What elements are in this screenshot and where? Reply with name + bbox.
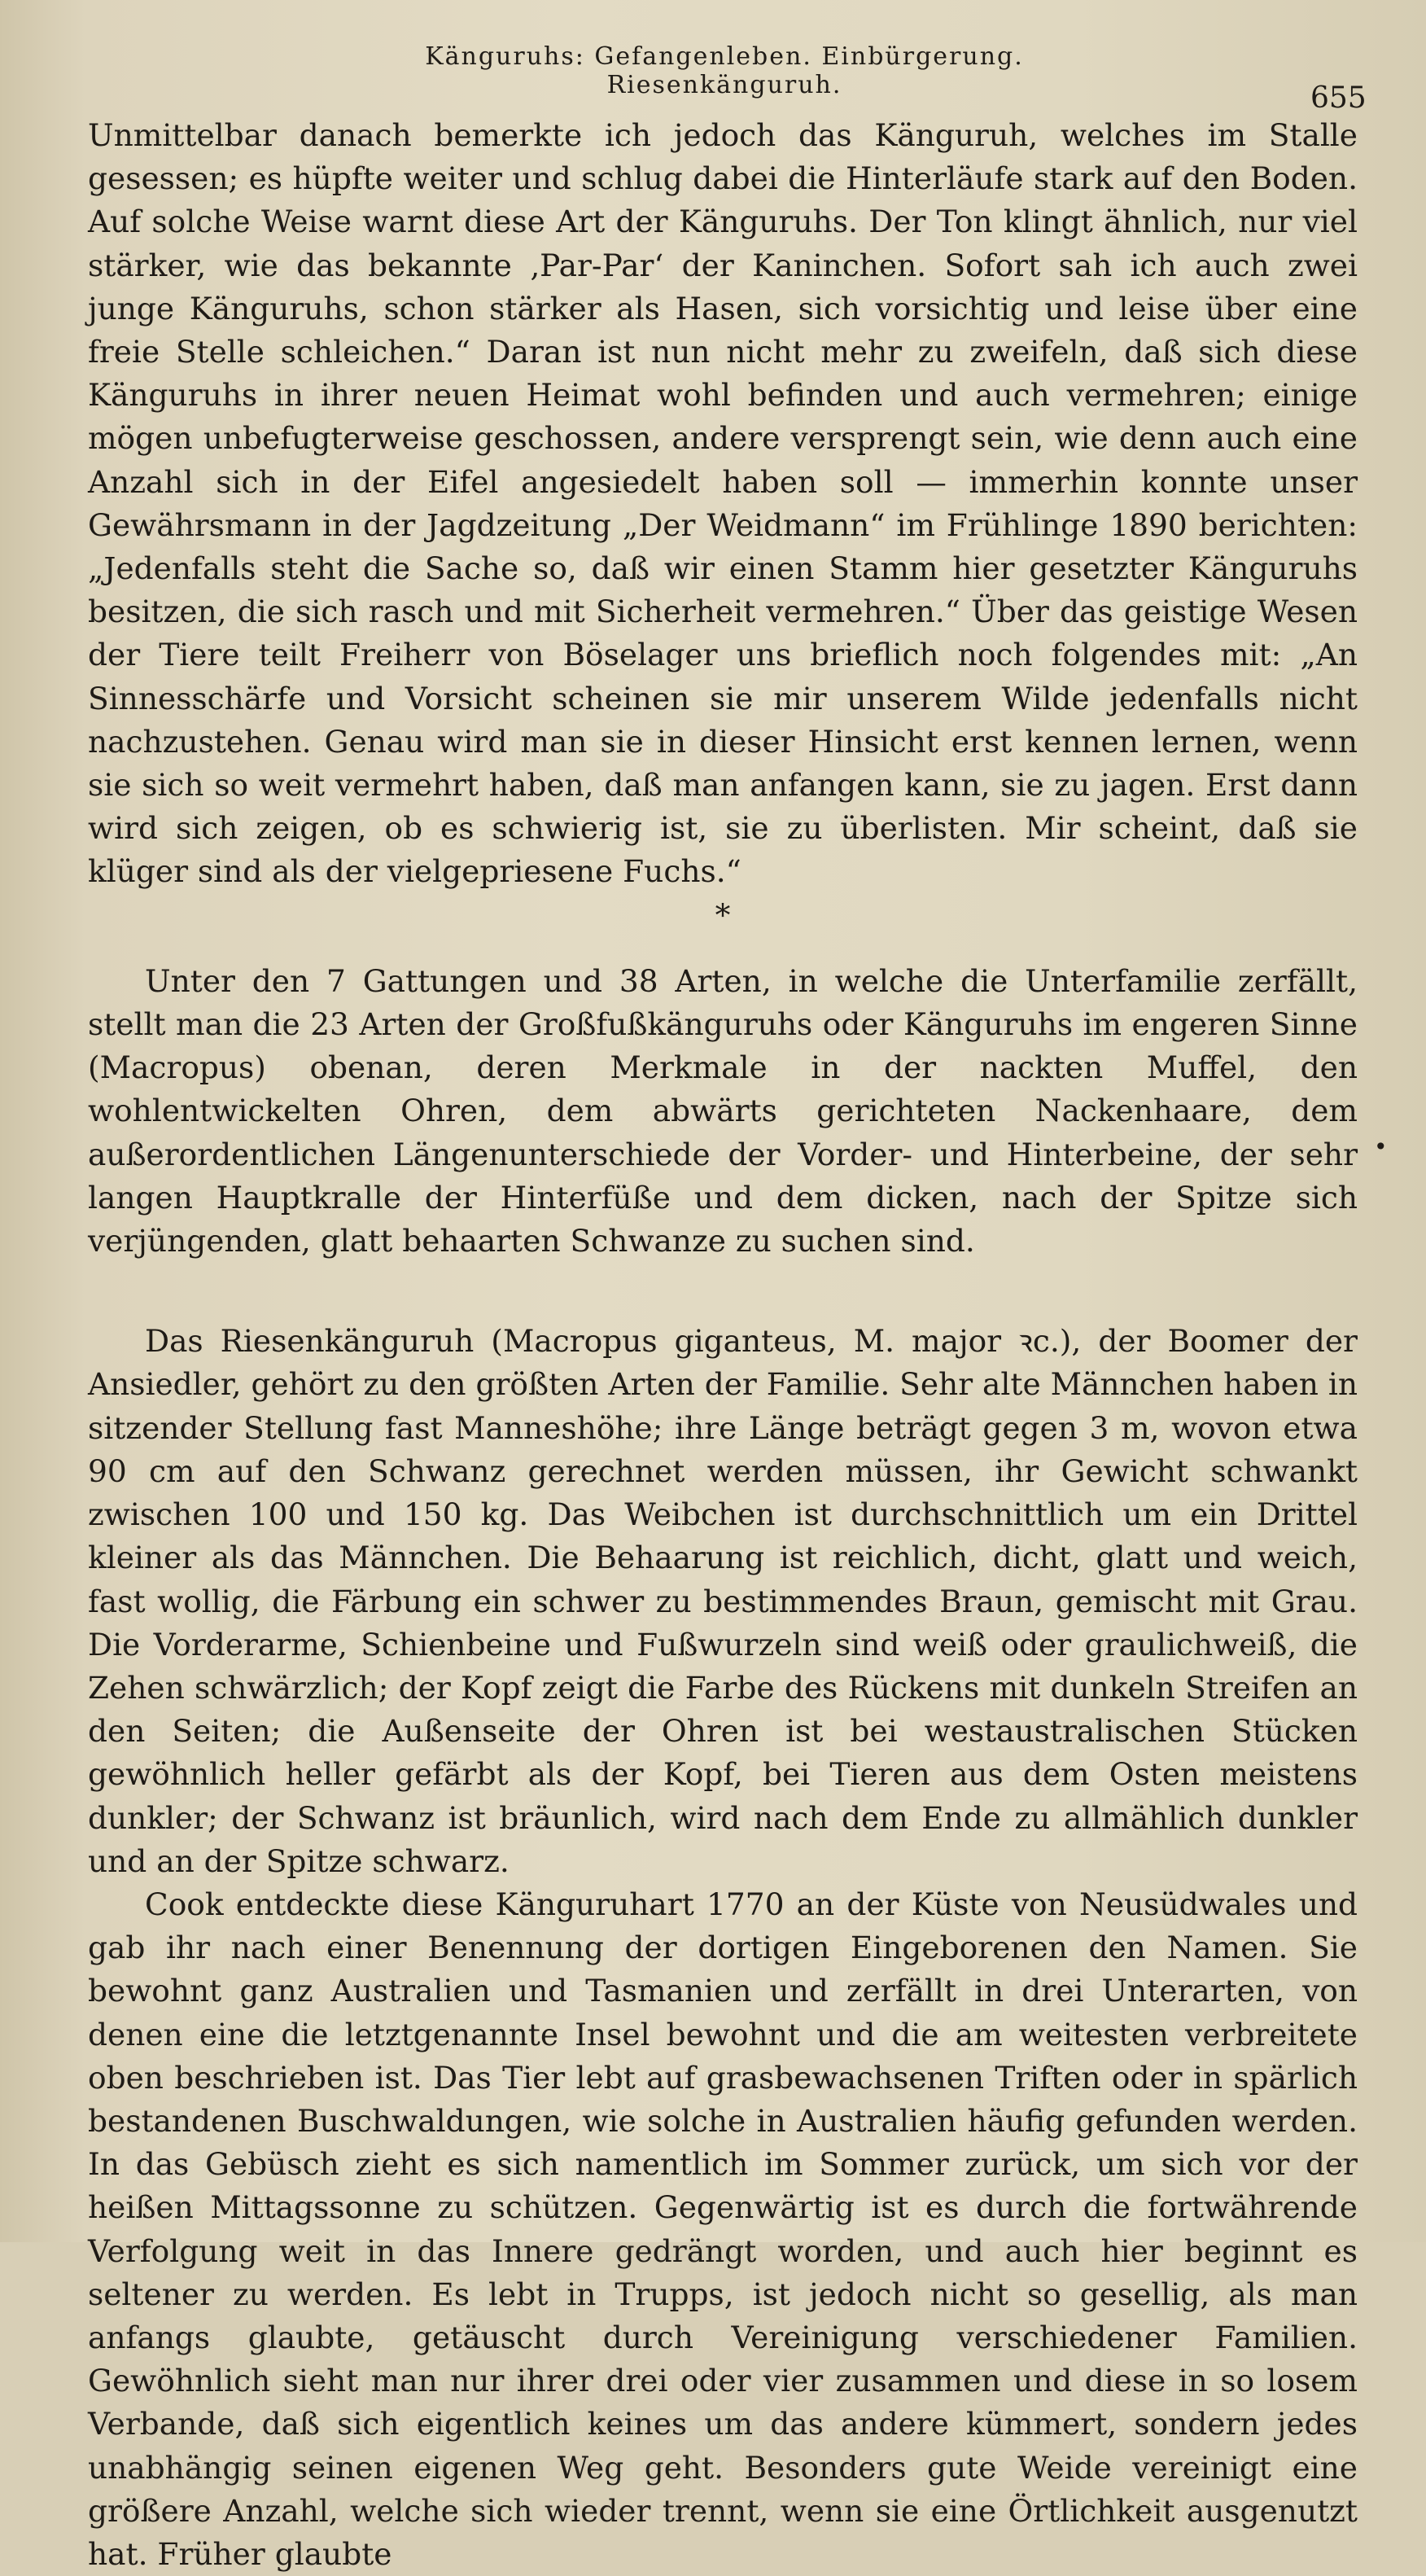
running-header: Känguruhs: Gefangenleben. Einbürgerung. Riesenkänguruh. <box>425 42 1024 99</box>
paragraph-1: Unmittelbar danach bemerkte ich jedoch das Känguruh, welches im Stalle gesessen; es hüpfte weiter und schlug dabei die Hinterläufe stark auf den Boden. Auf solche Weise warnt diese Art der Känguruhs. Der Ton klingt ähnlich, nur viel stärker, wie das bekannte ‚Par-Par‘ der Kaninchen. Sofort sah ich auch zwei junge Känguruhs, schon stärker als Hasen, sich vorsichtig und leise über eine freie Stelle schleichen.“ Daran ist nun nicht mehr zu zweifeln, daß sich diese Känguruhs in ihrer neuen Heimat wohl befinden und auch vermehren; einige mögen unbefugterweise geschossen, andere versprengt sein, wie denn auch eine Anzahl sich in der Eifel angesiedelt haben soll — immerhin konnte unser Gewährsmann in der Jagdzeitung „Der Weidmann“ im Frühlinge 1890 berichten: „Jedenfalls steht die Sache so, daß wir einen Stamm hier gesetzter Känguruhs besitzen, die sich rasch und mit Sicherheit vermehren.“ Über das geistige Wesen der Tiere teilt Freiherr von Böselager uns brieflich noch folgendes mit: „An Sinnesschärfe und Vorsicht scheinen sie mir unserem Wilde jedenfalls nicht nachzustehen. Genau wird man sie in dieser Hinsicht erst kennen lernen, wenn sie sich so weit vermehrt haben, daß man anfangen kann, sie zu jagen. Erst dann wird sich zeigen, ob es schwierig ist, sie zu überlisten. Mir scheint, daß sie klüger sind als der vielgepriesene Fuchs.“ <box>88 117 1358 890</box>
page-number: 655 <box>1310 81 1367 115</box>
body-text <box>88 114 1358 2576</box>
margin-mark: • <box>1374 1133 1388 1160</box>
paragraph-2: Unter den 7 Gattungen und 38 Arten, in welche die Unterfamilie zerfällt, stellt man die 23 Arten der Großfußkänguruhs oder Känguruhs im engeren Sinne (Macropus) obenan, deren Merkmale in der nackten Muffel, den wohlentwickelten Ohren, dem abwärts gerichteten Nackenhaare, dem außerordentlichen Längenunterschiede der Vorder- und Hinterbeine, der sehr langen Hauptkralle der Hinterfüße und dem dicken, nach der Spitze sich verjüngenden, glatt behaarten Schwanze zu suchen sind. <box>88 962 1358 1260</box>
section-divider-asterisk: * <box>715 896 731 933</box>
paragraph-3: Das Riesenkänguruh (Macropus giganteus, M. major ꝛc.), der Boomer der Ansiedler, gehört zu den größten Arten der Familie. Sehr alte Männchen haben in sitzender Stellung fast Manneshöhe; ihre Länge beträgt gegen 3 m, wovon etwa 90 cm auf den Schwanz gerechnet werden müssen, ihr Gewicht schwankt zwischen 100 und 150 kg. Das Weibchen ist durchschnittlich um ein Drittel kleiner als das Männchen. Die Behaarung ist reichlich, dicht, glatt und weich, fast wollig, die Färbung ein schwer zu bestimmendes Braun, gemischt mit Grau. Die Vorderarme, Schienbeine und Fußwurzeln sind weiß oder graulichweiß, die Zehen schwärzlich; der Kopf zeigt die Farbe des Rückens mit dunkeln Streifen an den Seiten; die Außenseite der Ohren ist bei westaustralischen Stücken gewöhnlich heller gefärbt als der Kopf, bei Tieren aus dem Osten meistens dunkler; der Schwanz ist bräunlich, wird nach dem Ende zu allmählich dunkler und an der Spitze schwarz. <box>88 1323 1358 1879</box>
paragraph-4: Cook entdeckte diese Känguruhart 1770 an der Küste von Neusüdwales und gab ihr nach einer Benennung der dortigen Eingeborenen den Namen. Sie bewohnt ganz Australien und Tasmanien und zerfällt in drei Unterarten, von denen eine die letztgenannte Insel bewohnt und die am weitesten verbreitete oben beschrieben ist. Das Tier lebt auf grasbewachsenen Triften oder in spärlich bestandenen Buschwaldungen, wie solche in Australien häufig gefunden werden. In das Gebüsch zieht es sich namentlich im Sommer zurück, um sich vor der heißen Mittagssonne zu schützen. Gegenwärtig ist es durch die fortwährende Verfolgung weit in das Innere gedrängt worden, und auch hier beginnt es seltener zu werden. Es lebt in Trupps, ist jedoch nicht so gesellig, als man anfangs glaubte, getäuscht durch Vereinigung verschiedener Familien. Gewöhnlich sieht man nur ihrer drei oder vier zusammen und diese in so losem Verbande, daß sich eigentlich keines um das andere kümmert, sondern jedes unabhängig seinen eigenen Weg geht. Besonders gute Weide vereinigt eine größere Anzahl, welche sich wieder trennt, wenn sie eine Örtlichkeit ausgenutzt hat. Früher glaubte <box>88 1886 1358 2572</box>
